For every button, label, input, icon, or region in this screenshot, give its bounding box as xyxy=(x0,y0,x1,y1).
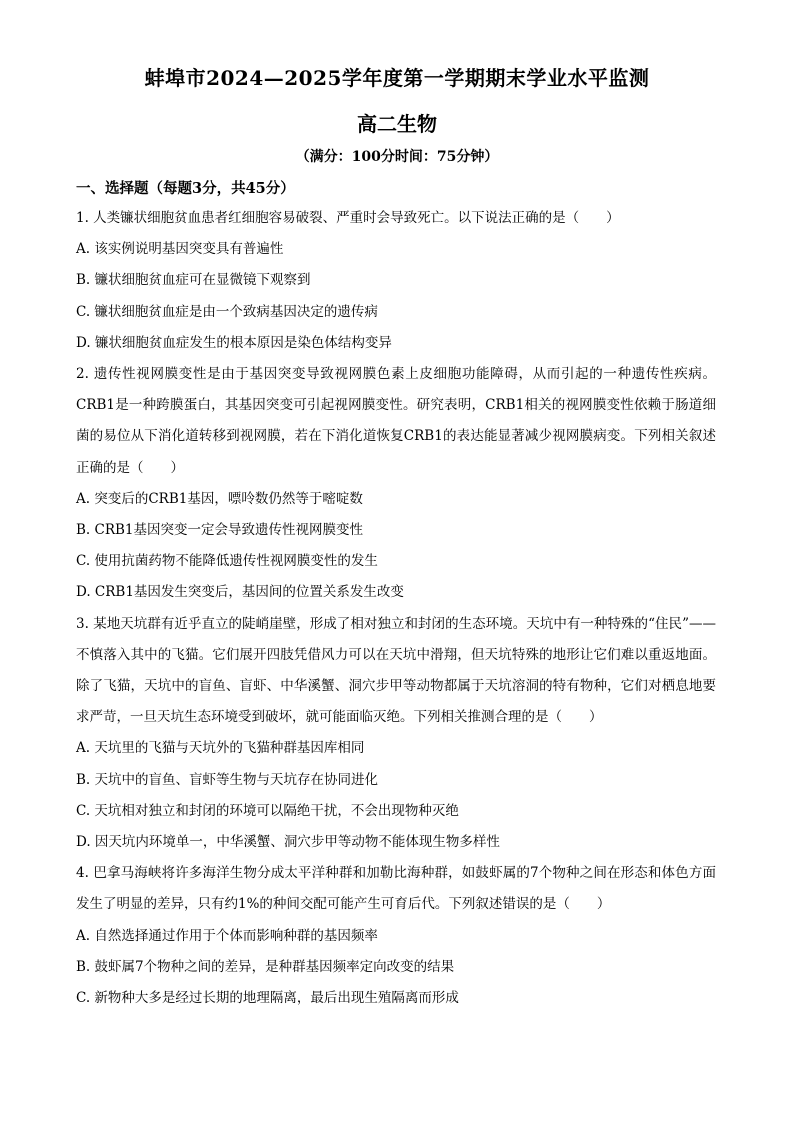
option-c: C. 使用抗菌药物不能降低遗传性视网膜变性的发生 xyxy=(76,553,378,570)
question-4 xyxy=(76,858,716,1014)
section-heading: 一、选择题（每题3分，共45分） xyxy=(76,180,295,197)
subject-title: 高二生物 xyxy=(357,112,437,136)
question-list xyxy=(76,203,716,1014)
question-stem: 2. 遗传性视网膜变性是由于基因突变导致视网膜色素上皮细胞功能障碍，从而引起的一种遗传性疾病。CRB1是一种跨膜蛋白，其基因突变可引起视网膜变性。研究表明，CRB1相关的视网膜变性依赖于肠道细菌的易位从下消化道转移到视网膜，若在下消化道恢复CRB1的表达能显著减少视网膜病变。下列相关叙述正确的是（ ） xyxy=(76,366,716,476)
option-c: C. 镰状细胞贫血症是由一个致病基因决定的遗传病 xyxy=(76,303,378,320)
option-a: A. 天坑里的飞猫与天坑外的飞猫种群基因库相同 xyxy=(76,740,365,757)
question-stem: 1. 人类镰状细胞贫血患者红细胞容易破裂、严重时会导致死亡。以下说法正确的是（ ） xyxy=(76,210,620,226)
option-d: D. CRB1基因发生突变后，基因间的位置关系发生改变 xyxy=(76,584,404,601)
option-a: A. 突变后的CRB1基因，嘌呤数仍然等于嘧啶数 xyxy=(76,490,363,507)
question-stem: 4. 巴拿马海峡将许多海洋生物分成太平洋种群和加勒比海种群，如鼓虾属的7个物种之间在形态和体色方面发生了明显的差异，只有约1%的种间交配可能产生可育后代。下列叙述错误的是（ ） xyxy=(76,865,716,913)
option-d: D. 镰状细胞贫血症发生的根本原因是染色体结构变异 xyxy=(76,334,392,351)
option-a: A. 自然选择通过作用于个体而影响种群的基因频率 xyxy=(76,927,378,944)
question-3 xyxy=(76,609,716,859)
question-stem: 3. 某地天坑群有近乎直立的陡峭崖壁，形成了相对独立和封闭的生态环境。天坑中有一种特殊的“住民”——不慎落入其中的飞猫。它们展开四肢凭借风力可以在天坑中滑翔，但天坑特殊的地形让它们难以重返地面。除了飞猫，天坑中的盲鱼、盲虾、中华溪蟹、洞穴步甲等动物都属于天坑溶洞的特有物种，它们对栖息地要求严苛，一旦天坑生态环境受到破坏，就可能面临灭绝。下列相关推测合理的是（ ） xyxy=(76,615,716,726)
option-b: B. 天坑中的盲鱼、盲虾等生物与天坑存在协同进化 xyxy=(76,771,379,788)
option-b: B. CRB1基因突变一定会导致遗传性视网膜变性 xyxy=(76,522,364,539)
option-b: B. 镰状细胞贫血症可在显微镜下观察到 xyxy=(76,272,311,289)
option-c: C. 天坑相对独立和封闭的环境可以隔绝干扰，不会出现物种灭绝 xyxy=(76,802,459,819)
option-b: B. 鼓虾属7个物种之间的差异，是种群基因频率定向改变的结果 xyxy=(76,958,455,975)
option-c: C. 新物种大多是经过长期的地理隔离，最后出现生殖隔离而形成 xyxy=(76,990,459,1007)
option-a: A. 该实例说明基因突变具有普遍性 xyxy=(76,241,284,258)
question-1 xyxy=(76,203,716,359)
exam-meta: （满分：100分时间：75分钟） xyxy=(295,149,499,165)
question-2 xyxy=(76,359,716,609)
option-d: D. 因天坑内环境单一，中华溪蟹、洞穴步甲等动物不能体现生物多样性 xyxy=(76,834,500,851)
exam-title: 蚌埠市2024—2025学年度第一学期期末学业水平监测 xyxy=(144,66,650,90)
